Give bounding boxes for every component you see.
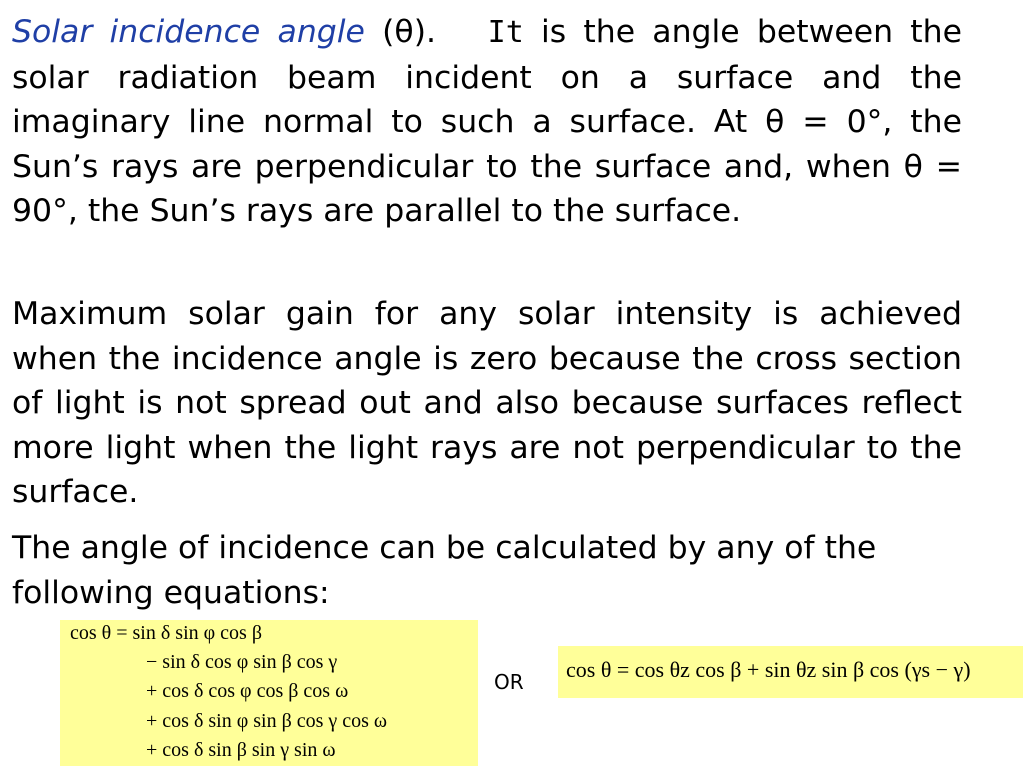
equation-box-one xyxy=(60,620,478,766)
definition-paragraph xyxy=(12,10,962,234)
theta-symbol: (θ). xyxy=(382,14,437,50)
equation-box-two xyxy=(558,646,1023,698)
equation-line: cos θ = sin δ sin φ cos β xyxy=(70,622,263,644)
definition-body: is the angle between the solar radiation beam incident on a surface and the imaginary line normal to such a surface. At θ = 0°, the Sun’s rays are perpendicular to the surface and, when θ = 90°, the Sun’s rays are parallel to the surface. xyxy=(12,14,963,229)
equations-intro-paragraph: The angle of incidence can be calculated by any of the following equations: xyxy=(12,530,877,611)
it-word: It xyxy=(487,15,524,50)
equation-line: − sin δ cos φ sin β cos γ xyxy=(146,651,338,673)
or-label: OR xyxy=(494,670,524,694)
equation-line: cos θ = cos θz cos β + sin θz sin β cos (γs − γ) xyxy=(566,657,971,682)
equation-line: + cos δ sin β sin γ sin ω xyxy=(146,739,336,761)
equation-line: + cos δ sin φ sin β cos γ cos ω xyxy=(146,710,388,732)
term-title: Solar incidence angle xyxy=(12,14,365,50)
equation-line: + cos δ cos φ cos β cos ω xyxy=(146,680,349,702)
max-gain-paragraph: Maximum solar gain for any solar intensity is achieved when the incidence angle is zero because the cross section of light is not spread out and also because surfaces reflect more light when the light rays are not perpendicular to the surface. xyxy=(12,296,962,510)
